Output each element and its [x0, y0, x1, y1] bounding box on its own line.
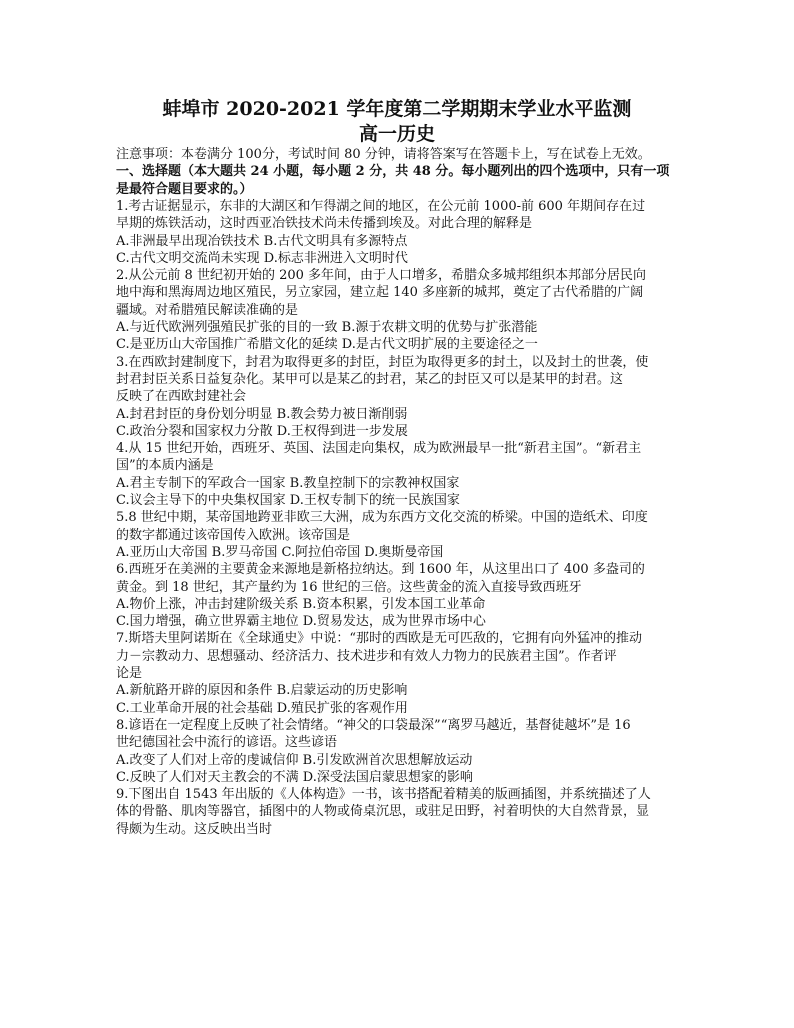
text-line: 4.从 15 世纪开始，西班牙、英国、法国走向集权，成为欧洲最早一批“新君主国”。“新君主	[116, 441, 642, 457]
text-line: C.国力增强，确立世界霸主地位 D.贸易发达，成为世界市场中心	[116, 614, 486, 630]
text-line: 世纪德国社会中流行的谚语。这些谚语	[116, 735, 338, 751]
text-line: A.新航路开辟的原因和条件 B.启蒙运动的历史影响	[116, 683, 408, 699]
text-line: 5.8 世纪中期，某帝国地跨亚非欧三大洲，成为东西方文化交流的桥梁。中国的造纸术、印度	[116, 510, 648, 526]
text-line: 的数字都通过该帝国传入欧洲。该帝国是	[116, 527, 351, 543]
text-line: 力－宗教动力、思想骚动、经济活力、技术进步和有效人力物力的民族君主国”。作者评	[116, 648, 617, 664]
text-line: 反映了在西欧封建社会	[116, 389, 247, 405]
exam-title: 蚌埠市 2020-2021 学年度第二学期期末学业水平监测	[162, 98, 632, 120]
text-line: A.物价上涨，冲击封建阶级关系 B.资本积累，引发本国工业革命	[116, 596, 486, 612]
text-line: 地中海和黑海周边地区殖民，另立家园，建立起 140 多座新的城邦，奠定了古代希腊的广阔	[116, 285, 644, 301]
text-line: C.政治分裂和国家权力分散 D.王权得到进一步发展	[116, 423, 408, 439]
text-line: A.改变了人们对上帝的虔诚信仰 B.引发欧洲首次思想解放运动	[116, 752, 473, 768]
text-line: 注意事项：本卷满分 100分，考试时间 80 分钟，请将答案写在答题卡上，写在试卷上无效。	[116, 147, 651, 162]
text-line: C.工业革命开展的社会基础 D.殖民扩张的客观作用	[116, 700, 408, 716]
text-line: 国”的本质内涵是	[116, 458, 214, 474]
text-line: 体的骨骼、肌肉等器官，插图中的人物或倚桌沉思，或驻足田野，衬着明快的大自然背景，显	[116, 804, 650, 820]
text-line: C.反映了人们对天主教会的不满 D.深受法国启蒙思想家的影响	[116, 769, 473, 785]
text-line: 得颇为生动。这反映出当时	[116, 821, 273, 837]
text-line: 早期的炼铁活动，这时西亚冶铁技术尚未传播到埃及。对此合理的解释是	[116, 216, 533, 232]
text-line: 一、选择题（本大题共 24 小题，每小题 2 分，共 48 分。每小题列出的四个选项中，只有一项	[116, 164, 670, 180]
text-line: C.议会主导下的中央集权国家 D.王权专制下的统一民族国家	[116, 493, 460, 508]
text-line: A.非洲最早出现冶铁技术 B.古代文明具有多源特点	[116, 233, 408, 249]
text-line: 1.考古证据显示，东非的大湖区和乍得湖之间的地区，在公元前 1000-前 600 年期间存在过	[116, 198, 646, 214]
text-line: C.古代文明交流尚未实现 D.标志非洲进入文明时代	[116, 250, 408, 266]
text-line: 3.在西欧封建制度下，封君为取得更多的封臣，封臣为取得更多的封土，以及封土的世袭，使	[116, 354, 649, 370]
text-line: 8.谚语在一定程度上反映了社会情绪。“神父的口袋最深”“离罗马越近，基督徒越坏”是 16	[116, 717, 631, 733]
text-line: A.与近代欧洲列强殖民扩张的目的一致 B.源于农耕文明的优势与扩张潜能	[116, 320, 538, 335]
text-line: 黄金。到 18 世纪，其产量约为 16 世纪的三倍。这些黄金的流入直接导致西班牙	[116, 579, 582, 595]
exam-subtitle: 高一历史	[358, 123, 435, 145]
text-line: A.封君封臣的身份划分明显 B.教会势力被日渐削弱	[116, 406, 408, 422]
text-line: 6.西班牙在美洲的主要黄金来源地是新格拉纳达。到 1600 年，从这里出口了 400 多盎司的	[116, 562, 645, 578]
text-line: 是最符合题目要求的。）	[116, 181, 253, 197]
text-line: A.君主专制下的军政合一国家 B.教皇控制下的宗教神权国家	[116, 475, 460, 491]
text-line: 7.斯塔夫里阿诺斯在《全球通史》中说：“那时的西欧是无可匹敌的，它拥有向外猛冲的推动	[116, 631, 643, 647]
text-line: C.是亚历山大帝国推广希腊文化的延续 D.是古代文明扩展的主要途径之一	[116, 337, 538, 353]
text-line: A.亚历山大帝国 B.罗马帝国 C.阿拉伯帝国 D.奥斯曼帝国	[116, 544, 444, 560]
text-line: 9.下图出自 1543 年出版的《人体构造》一书，该书搭配着精美的版画插图，并系统描述了人	[116, 787, 651, 803]
text-line: 封君封臣关系日益复杂化。某甲可以是某乙的封君，某乙的封臣又可以是某甲的封君。这	[116, 371, 624, 387]
text-line: 2.从公元前 8 世纪初开始的 200 多年间，由于人口增多，希腊众多城邦组织本邦部分居民向	[116, 268, 647, 284]
text-line: 疆域。对希腊殖民解读准确的是	[116, 302, 299, 318]
text-line: 论是	[116, 666, 143, 681]
